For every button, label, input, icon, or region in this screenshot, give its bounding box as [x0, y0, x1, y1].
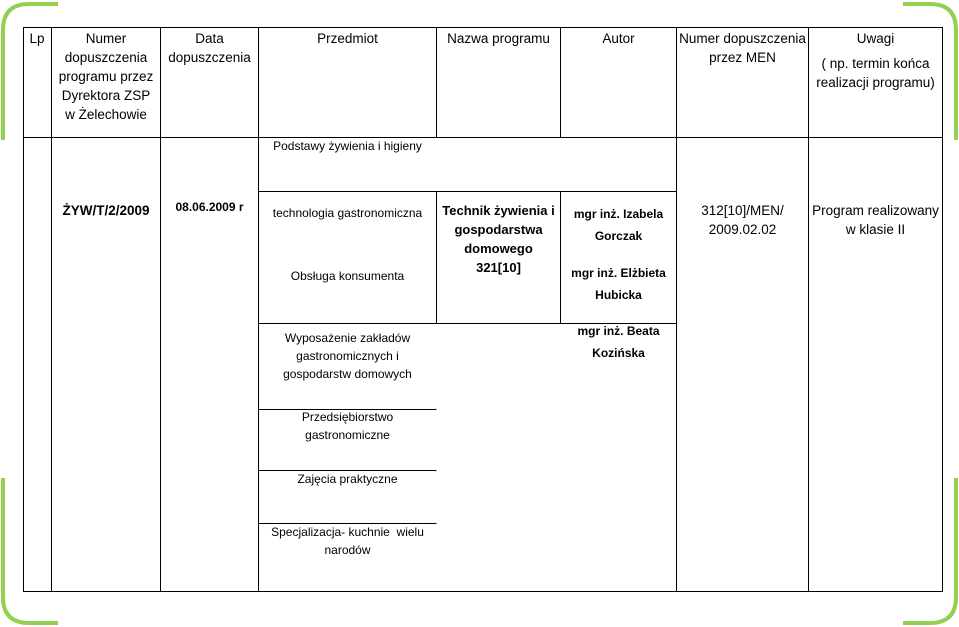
header-uwagi: Uwagi ( np. termin końca realizacji programu) — [816, 31, 935, 90]
approval-date: 08.06.2009 r — [175, 200, 244, 214]
program-number: ŻYW/T/2/2009 — [62, 203, 150, 218]
header-data-dopuszczenia: Data dopuszczenia — [168, 31, 251, 65]
subject-obsluga: Obsługa konsumenta — [290, 269, 405, 283]
subject-przedsiebiorstwo: Przedsiębiorstwo gastronomiczne — [301, 410, 394, 442]
men-number: 312[10]/MEN/ 2009.02.02 — [701, 203, 784, 237]
group-subject: Podstawy żywienia i higieny — [273, 139, 422, 153]
remarks: Program realizowany w klasie II — [812, 203, 939, 237]
header-numer-dyrektora: Numer dopuszczenia programu przez Dyrektora ZSP w Żelechowie — [58, 31, 154, 122]
subject-specjalizacja: Specjalizacja- kuchnie wielu narodów — [271, 525, 424, 557]
author-1: mgr inż. Izabela Gorczak — [573, 207, 664, 243]
header-przedmiot: Przedmiot — [317, 31, 378, 46]
author-2: mgr inż. Elżbieta Hubicka — [571, 266, 666, 302]
subject-technologia: technologia gastronomiczna — [272, 206, 423, 220]
header-numer-men: Numer dopuszczenia przez MEN — [679, 31, 806, 65]
subject-zajecia: Zajęcia praktyczne — [297, 472, 398, 486]
header-autor: Autor — [602, 31, 635, 46]
program-name: Technik żywienia i gospodarstwa domowego 321[10] — [442, 203, 555, 275]
header-nazwa-programu: Nazwa programu — [447, 31, 550, 46]
header-lp: Lp — [29, 31, 45, 46]
author-3: mgr inż. Beata Kozińska — [577, 324, 660, 360]
subject-wyposazenie: Wyposażenie zakładów gastronomicznych i gospodarstw domowych — [283, 331, 412, 381]
